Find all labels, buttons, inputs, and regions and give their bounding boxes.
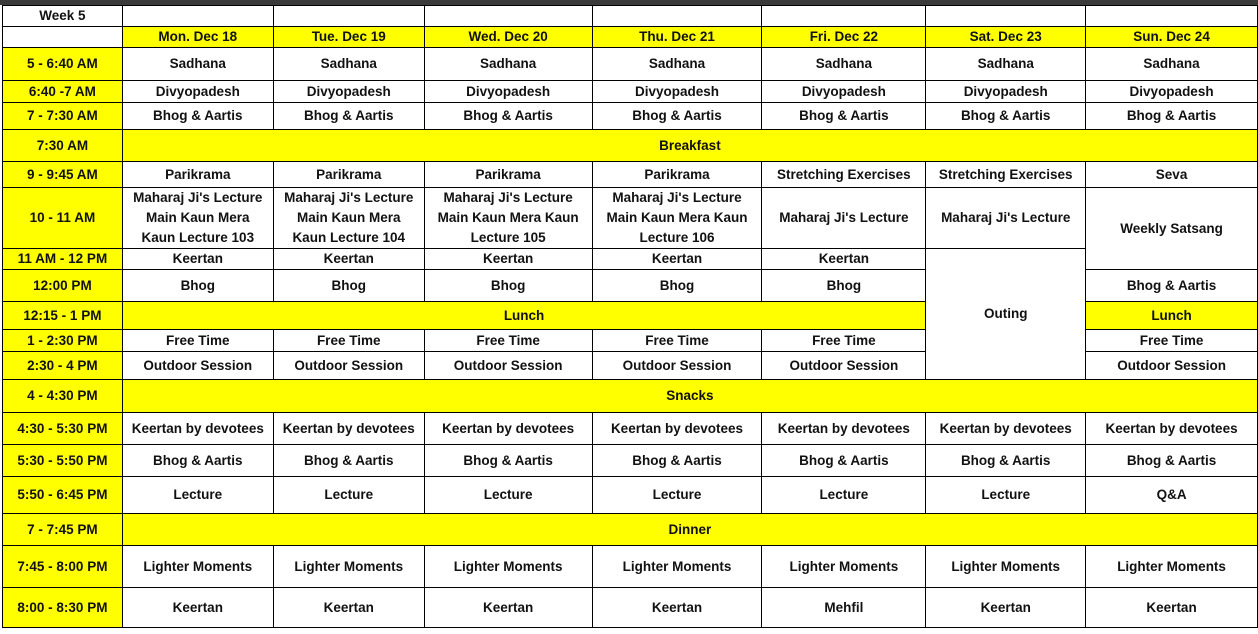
lecture-line: Main Kaun Mera Kaun bbox=[437, 210, 579, 225]
row-breakfast bbox=[3, 130, 1258, 162]
time-cell[interactable]: 4 - 4:30 PM bbox=[3, 380, 123, 413]
activity-cell[interactable]: Lecture bbox=[762, 477, 926, 514]
time-cell[interactable]: 7 - 7:45 PM bbox=[3, 514, 123, 546]
row-divyopadesh bbox=[3, 81, 1258, 103]
activity-cell[interactable]: Bhog & Aartis bbox=[592, 445, 762, 477]
activity-cell[interactable]: Keertan bbox=[424, 249, 592, 270]
activity-cell[interactable]: Lecture bbox=[592, 477, 762, 514]
row-bhog-aartis-morning bbox=[3, 103, 1258, 130]
activity-cell[interactable]: Keertan by devotees bbox=[762, 413, 926, 445]
activity-cell[interactable]: Lighter Moments bbox=[424, 546, 592, 588]
activity-cell[interactable]: Lecture bbox=[122, 477, 273, 514]
activity-cell[interactable]: Sadhana bbox=[926, 48, 1086, 81]
time-cell[interactable]: 8:00 - 8:30 PM bbox=[3, 588, 123, 628]
activity-cell[interactable]: Seva bbox=[1086, 162, 1258, 188]
activity-cell[interactable]: Bhog & Aartis bbox=[122, 445, 273, 477]
activity-cell[interactable]: Bhog bbox=[122, 270, 273, 302]
day-header-fri[interactable]: Fri. Dec 22 bbox=[762, 27, 926, 48]
lecture-line: Main Kaun Mera bbox=[296, 210, 401, 225]
time-cell[interactable]: 7:45 - 8:00 PM bbox=[3, 546, 123, 588]
row-keertan-devotees bbox=[3, 413, 1258, 445]
activity-cell[interactable]: Divyopadesh bbox=[1086, 81, 1258, 103]
lecture-cell-wed[interactable] bbox=[424, 188, 592, 249]
outing-cell[interactable]: Outing bbox=[926, 249, 1086, 380]
empty-cell[interactable] bbox=[1086, 6, 1258, 27]
lecture-cell-thu[interactable] bbox=[592, 188, 762, 249]
activity-cell[interactable]: Keertan by devotees bbox=[122, 413, 273, 445]
activity-cell[interactable]: Lighter Moments bbox=[122, 546, 273, 588]
activity-cell[interactable]: Sadhana bbox=[122, 48, 273, 81]
weekly-satsang-cell[interactable]: Weekly Satsang bbox=[1086, 188, 1258, 270]
lecture-line: Maharaj Ji's Lecture bbox=[612, 190, 742, 205]
activity-cell[interactable]: Bhog & Aartis bbox=[424, 103, 592, 130]
activity-cell[interactable]: Keertan bbox=[762, 249, 926, 270]
activity-cell[interactable]: Free Time bbox=[273, 330, 424, 352]
activity-cell[interactable]: Sadhana bbox=[273, 48, 424, 81]
time-cell[interactable]: 6:40 -7 AM bbox=[3, 81, 123, 103]
schedule-table bbox=[2, 5, 1258, 628]
activity-cell[interactable]: Outdoor Session bbox=[122, 352, 273, 380]
week-label[interactable]: Week 5 bbox=[3, 6, 123, 27]
activity-cell[interactable]: Parikrama bbox=[592, 162, 762, 188]
activity-cell[interactable]: Keertan bbox=[592, 588, 762, 628]
activity-cell[interactable]: Bhog & Aartis bbox=[122, 103, 273, 130]
time-cell[interactable]: 2:30 - 4 PM bbox=[3, 352, 123, 380]
activity-cell[interactable]: Bhog & Aartis bbox=[1086, 445, 1258, 477]
dinner-banner[interactable]: Dinner bbox=[122, 514, 1257, 546]
activity-cell[interactable]: Bhog & Aartis bbox=[1086, 270, 1258, 302]
activity-cell[interactable]: Bhog & Aartis bbox=[926, 445, 1086, 477]
time-cell[interactable]: 5:50 - 6:45 PM bbox=[3, 477, 123, 514]
lecture-line: Lecture 105 bbox=[470, 230, 546, 245]
lecture-cell-fri[interactable]: Maharaj Ji's Lecture bbox=[762, 188, 926, 249]
time-cell[interactable]: 1 - 2:30 PM bbox=[3, 330, 123, 352]
row-sadhana bbox=[3, 48, 1258, 81]
lecture-line: Kaun Lecture 103 bbox=[141, 230, 255, 245]
time-cell[interactable]: 7 - 7:30 AM bbox=[3, 103, 123, 130]
empty-cell[interactable] bbox=[273, 6, 424, 27]
activity-cell[interactable]: Sadhana bbox=[762, 48, 926, 81]
empty-cell[interactable] bbox=[3, 27, 123, 48]
activity-cell[interactable]: Keertan bbox=[1086, 588, 1258, 628]
activity-cell[interactable]: Bhog bbox=[424, 270, 592, 302]
lunch-banner[interactable]: Lunch bbox=[122, 302, 925, 330]
lecture-line: Maharaj Ji's Lecture bbox=[284, 190, 414, 205]
activity-cell[interactable]: Keertan bbox=[122, 588, 273, 628]
activity-cell[interactable]: Stretching Exercises bbox=[762, 162, 926, 188]
activity-cell[interactable]: Sadhana bbox=[592, 48, 762, 81]
activity-cell[interactable]: Q&A bbox=[1086, 477, 1258, 514]
activity-cell[interactable]: Free Time bbox=[424, 330, 592, 352]
activity-cell[interactable]: Divyopadesh bbox=[762, 81, 926, 103]
activity-cell[interactable]: Lecture bbox=[273, 477, 424, 514]
breakfast-banner[interactable]: Breakfast bbox=[122, 130, 1257, 162]
activity-cell[interactable]: Bhog bbox=[273, 270, 424, 302]
activity-cell[interactable]: Divyopadesh bbox=[926, 81, 1086, 103]
activity-cell[interactable]: Sadhana bbox=[1086, 48, 1258, 81]
row-snacks bbox=[3, 380, 1258, 413]
time-cell[interactable]: 12:15 - 1 PM bbox=[3, 302, 123, 330]
activity-cell[interactable]: Outdoor Session bbox=[424, 352, 592, 380]
row-parikrama bbox=[3, 162, 1258, 188]
time-cell[interactable]: 10 - 11 AM bbox=[3, 188, 123, 249]
time-cell[interactable]: 4:30 - 5:30 PM bbox=[3, 413, 123, 445]
empty-cell[interactable] bbox=[926, 6, 1086, 27]
activity-cell[interactable]: Divyopadesh bbox=[592, 81, 762, 103]
empty-cell[interactable] bbox=[122, 6, 273, 27]
lecture-cell-mon[interactable] bbox=[122, 188, 273, 249]
activity-cell[interactable]: Keertan bbox=[273, 249, 424, 270]
activity-cell[interactable]: Keertan by devotees bbox=[592, 413, 762, 445]
day-header-thu[interactable]: Thu. Dec 21 bbox=[592, 27, 762, 48]
week-row bbox=[3, 6, 1258, 27]
lecture-line: Maharaj Ji's Lecture bbox=[133, 190, 263, 205]
activity-cell[interactable]: Bhog & Aartis bbox=[762, 445, 926, 477]
activity-cell[interactable]: Outdoor Session bbox=[762, 352, 926, 380]
row-keertan bbox=[3, 249, 1258, 270]
lunch-cell-sun[interactable]: Lunch bbox=[1086, 302, 1258, 330]
activity-cell[interactable]: Parikrama bbox=[424, 162, 592, 188]
lecture-line: Kaun Lecture 104 bbox=[292, 230, 405, 245]
activity-cell[interactable]: Lighter Moments bbox=[592, 546, 762, 588]
activity-cell[interactable]: Outdoor Session bbox=[1086, 352, 1258, 380]
snacks-banner[interactable]: Snacks bbox=[122, 380, 1257, 413]
activity-cell[interactable]: Lighter Moments bbox=[926, 546, 1086, 588]
lecture-line: Main Kaun Mera bbox=[146, 210, 250, 225]
activity-cell[interactable]: Divyopadesh bbox=[273, 81, 424, 103]
day-header-wed[interactable]: Wed. Dec 20 bbox=[424, 27, 592, 48]
time-cell[interactable]: 11 AM - 12 PM bbox=[3, 249, 123, 270]
activity-cell[interactable]: Lighter Moments bbox=[273, 546, 424, 588]
lecture-line: Maharaj Ji's Lecture bbox=[443, 190, 573, 205]
day-header-tue[interactable]: Tue. Dec 19 bbox=[273, 27, 424, 48]
activity-cell[interactable]: Keertan bbox=[592, 249, 762, 270]
lecture-line: Main Kaun Mera Kaun bbox=[606, 210, 748, 225]
activity-cell[interactable]: Parikrama bbox=[273, 162, 424, 188]
day-header-row bbox=[3, 27, 1258, 48]
activity-cell[interactable]: Keertan by devotees bbox=[1086, 413, 1258, 445]
activity-cell[interactable]: Keertan by devotees bbox=[273, 413, 424, 445]
activity-cell[interactable]: Lecture bbox=[424, 477, 592, 514]
activity-cell[interactable]: Bhog & Aartis bbox=[762, 103, 926, 130]
day-header-mon[interactable]: Mon. Dec 18 bbox=[122, 27, 273, 48]
activity-cell[interactable]: Bhog bbox=[762, 270, 926, 302]
activity-cell[interactable]: Lighter Moments bbox=[762, 546, 926, 588]
activity-cell[interactable]: Bhog & Aartis bbox=[926, 103, 1086, 130]
activity-cell[interactable]: Lighter Moments bbox=[1086, 546, 1258, 588]
activity-cell[interactable]: Keertan bbox=[122, 249, 273, 270]
activity-cell[interactable]: Parikrama bbox=[122, 162, 273, 188]
time-cell[interactable]: 7:30 AM bbox=[3, 130, 123, 162]
lecture-line: Lecture 106 bbox=[639, 230, 715, 245]
empty-cell[interactable] bbox=[592, 6, 762, 27]
activity-cell[interactable]: Stretching Exercises bbox=[926, 162, 1086, 188]
activity-cell[interactable]: Keertan by devotees bbox=[926, 413, 1086, 445]
activity-cell[interactable]: Mehfil bbox=[762, 588, 926, 628]
activity-cell[interactable]: Keertan bbox=[926, 588, 1086, 628]
row-lecture-evening bbox=[3, 477, 1258, 514]
empty-cell[interactable] bbox=[762, 6, 926, 27]
day-header-sun[interactable]: Sun. Dec 24 bbox=[1086, 27, 1258, 48]
activity-cell[interactable]: Keertan bbox=[273, 588, 424, 628]
row-lecture-morning bbox=[3, 188, 1258, 249]
activity-cell[interactable]: Bhog & Aartis bbox=[424, 445, 592, 477]
activity-cell[interactable]: Keertan by devotees bbox=[424, 413, 592, 445]
row-bhog-aartis-evening bbox=[3, 445, 1258, 477]
activity-cell[interactable]: Sadhana bbox=[424, 48, 592, 81]
activity-cell[interactable]: Lecture bbox=[926, 477, 1086, 514]
activity-cell[interactable]: Divyopadesh bbox=[424, 81, 592, 103]
activity-cell[interactable]: Free Time bbox=[592, 330, 762, 352]
row-dinner bbox=[3, 514, 1258, 546]
lecture-cell-tue[interactable] bbox=[273, 188, 424, 249]
time-cell[interactable]: 12:00 PM bbox=[3, 270, 123, 302]
activity-cell[interactable]: Free Time bbox=[762, 330, 926, 352]
empty-cell[interactable] bbox=[424, 6, 592, 27]
time-cell[interactable]: 5:30 - 5:50 PM bbox=[3, 445, 123, 477]
activity-cell[interactable]: Keertan bbox=[424, 588, 592, 628]
activity-cell[interactable]: Bhog & Aartis bbox=[592, 103, 762, 130]
activity-cell[interactable]: Free Time bbox=[122, 330, 273, 352]
activity-cell[interactable]: Bhog & Aartis bbox=[1086, 103, 1258, 130]
lecture-cell-sat[interactable]: Maharaj Ji's Lecture bbox=[926, 188, 1086, 249]
activity-cell[interactable]: Divyopadesh bbox=[122, 81, 273, 103]
row-keertan-night bbox=[3, 588, 1258, 628]
activity-cell[interactable]: Outdoor Session bbox=[592, 352, 762, 380]
row-lighter-moments bbox=[3, 546, 1258, 588]
activity-cell[interactable]: Bhog & Aartis bbox=[273, 103, 424, 130]
time-cell[interactable]: 5 - 6:40 AM bbox=[3, 48, 123, 81]
activity-cell[interactable]: Bhog & Aartis bbox=[273, 445, 424, 477]
activity-cell[interactable]: Free Time bbox=[1086, 330, 1258, 352]
activity-cell[interactable]: Outdoor Session bbox=[273, 352, 424, 380]
time-cell[interactable]: 9 - 9:45 AM bbox=[3, 162, 123, 188]
activity-cell[interactable]: Bhog bbox=[592, 270, 762, 302]
day-header-sat[interactable]: Sat. Dec 23 bbox=[926, 27, 1086, 48]
